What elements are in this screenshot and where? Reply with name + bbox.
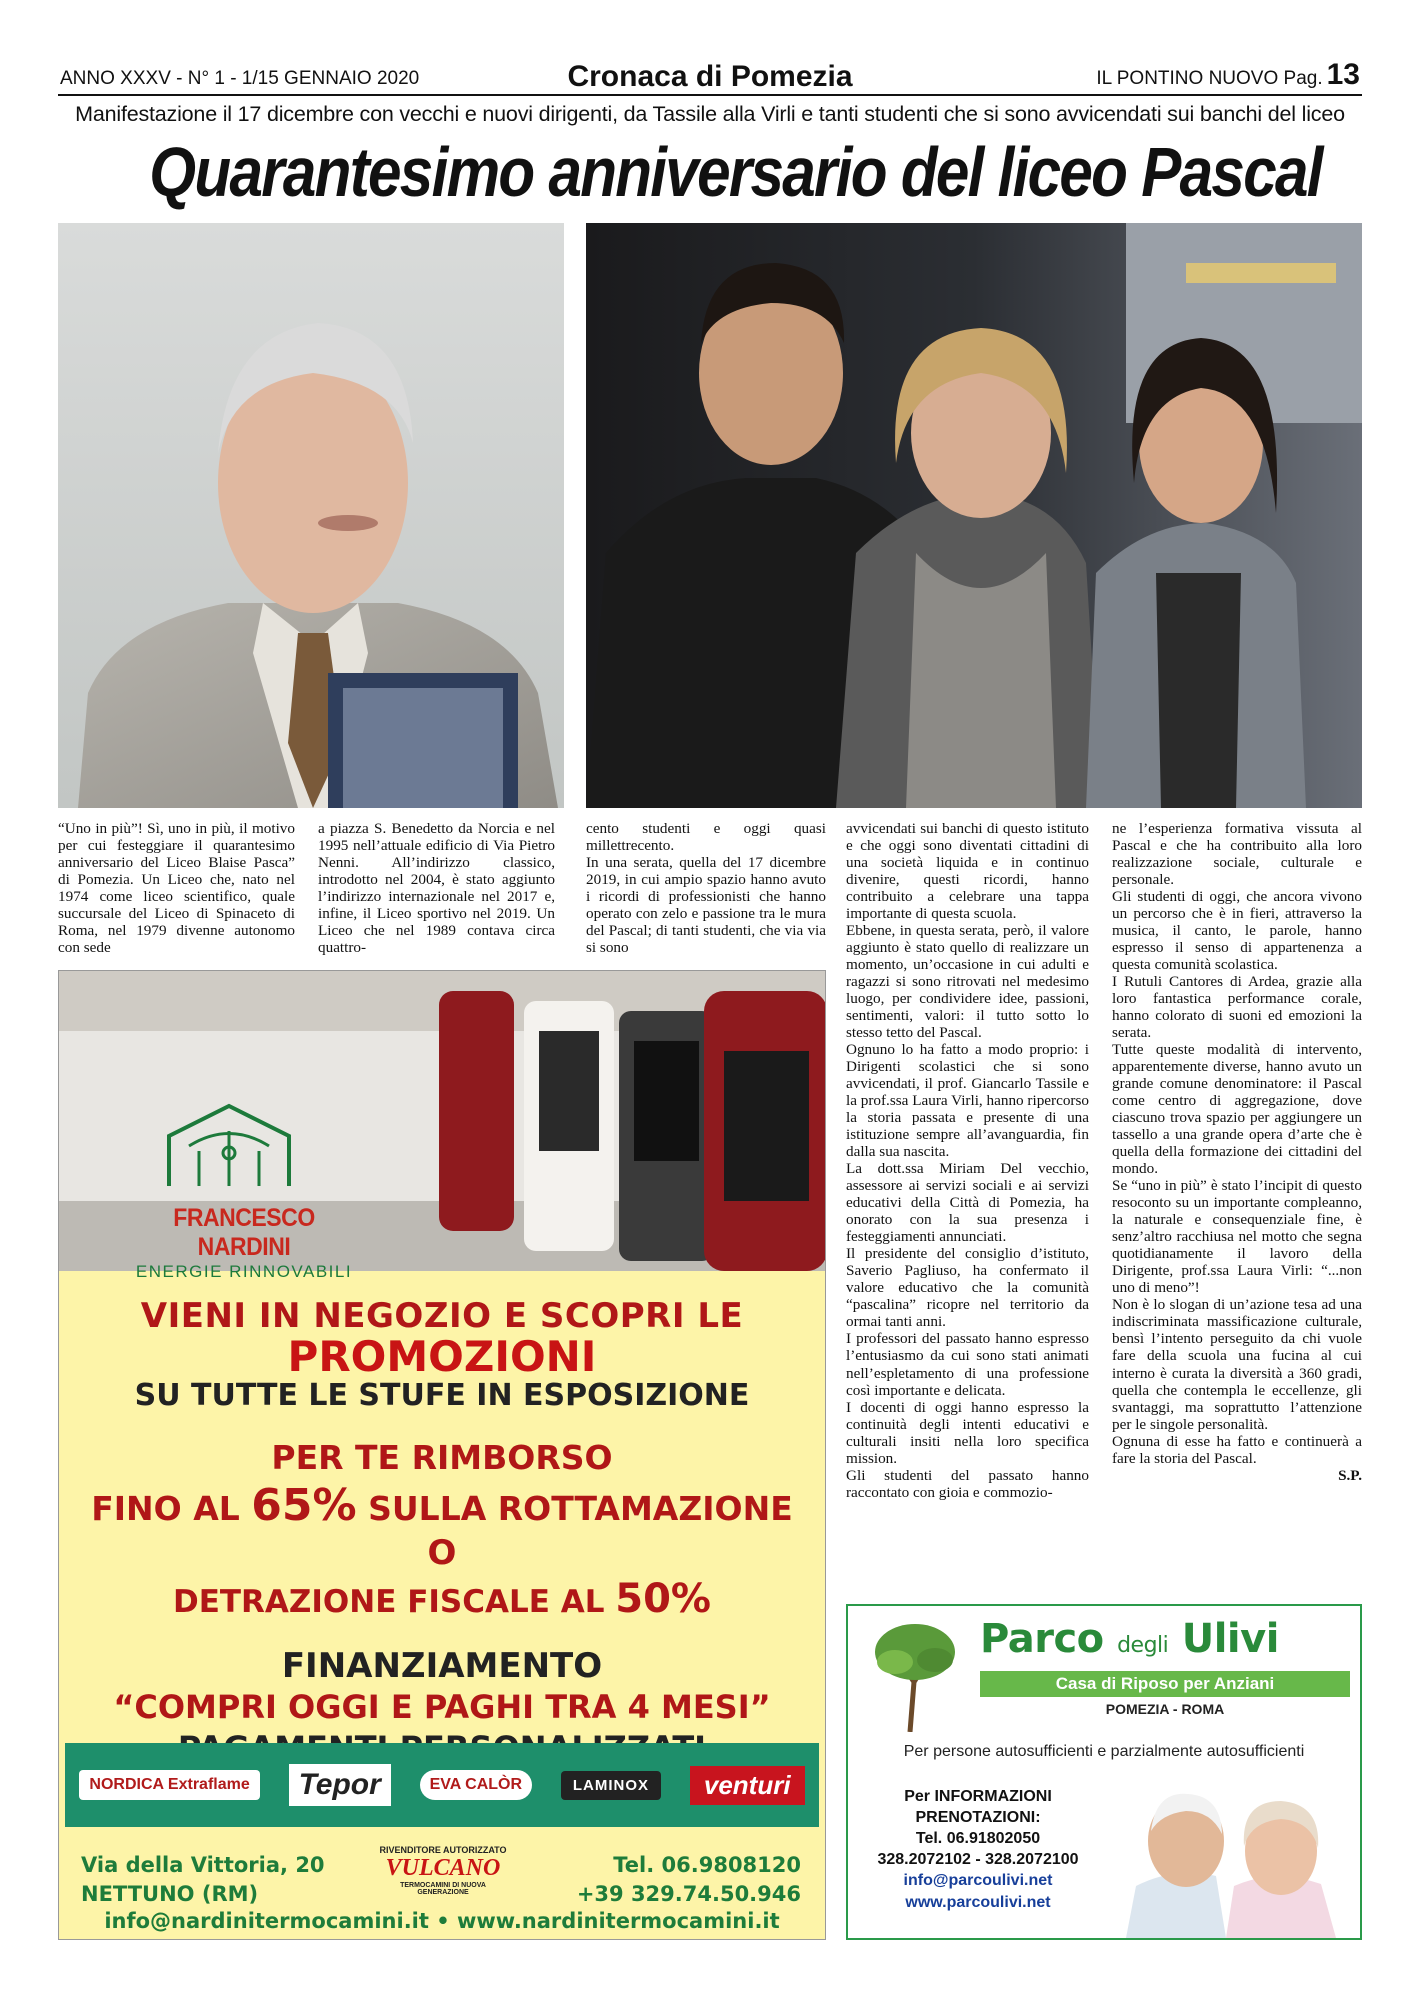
promo-line: VIENI IN NEGOZIO E SCOPRI LE (140, 1296, 744, 1336)
parco-subtitle: Casa di Riposo per Anziani (980, 1671, 1350, 1697)
parco-title (980, 1616, 1279, 1662)
article-paragraph: La dott.ssa Miriam Del vecchio, assessore ai servizi sociali e ai servizi educativi della Città di Pomezia, ha onorato con la sua presenza i festeggiamenti annunciati. (846, 1160, 1089, 1246)
article-column-1 (58, 820, 295, 968)
page-header (58, 56, 1362, 96)
article-paragraph: Gli studenti di oggi, che ancora vivono un percorso che è in fieri, attraverso la musica, il canto, le parole, hanno espresso il senso di appartenenza a questa comunità scolastica. (1112, 888, 1362, 974)
reseller-badge (377, 1845, 509, 1896)
brand-laminox: LAMINOX (561, 1771, 661, 1800)
photo-man-portrait (58, 223, 564, 808)
parco-mobiles: 328.2072102 - 328.2072100 (877, 1851, 1079, 1869)
elderly-couple-photo (1106, 1776, 1356, 1938)
brand-eva: EVA CALÒR (420, 1770, 532, 1800)
parco-location: POMEZIA - ROMA (1105, 1701, 1225, 1717)
reseller-tagline: TERMOCAMINI DI NUOVA GENERAZIONE (400, 1882, 486, 1896)
promo-highlight: PROMOZIONI (287, 1332, 597, 1382)
article-paragraph: Il presidente del consiglio d’istituto, Saverio Pagliuso, ha confermato il valore educativo che la comunità “pascalina” ricopre nel territorio da ormai tanti anni. (846, 1245, 1089, 1331)
headline: Quarantesimo anniversario del liceo Pascal (149, 133, 1322, 211)
photo-group-three-people (586, 223, 1362, 808)
article-paragraph: Ognuno lo ha fatto a modo proprio: i Dirigenti scolastici che si sono avvicendati, il prof. Giancarlo Tassile e la prof.ssa Laura Virli, hanno ripercorso la storia passata e presente di una istituzione sempre all’avanguardia, fin dalla sua nascita. (846, 1041, 1089, 1161)
article-paragraph: I professori del passato hanno espresso l’entusiasmo da cui sono stati animati nell’espletamento di una professione così importante e delicata. (846, 1330, 1089, 1399)
article-column-5 (1112, 820, 1362, 1600)
phone-mobile: +39 329.74.50.946 (576, 1882, 801, 1907)
title-end: Ulivi (1181, 1616, 1279, 1662)
title-main: Parco (980, 1616, 1104, 1662)
nardini-logo (129, 1091, 359, 1282)
brand-nordica: NORDICA Extraflame (79, 1770, 259, 1800)
parco-phone: Tel. 06.91802050 (915, 1830, 1041, 1848)
store-web (59, 1909, 825, 1933)
article-paragraph: In una serata, quella del 17 dicembre 2019, in cui ampio spazio hanno avuto i ricordi di professionisti che hanno operato con zelo e passione tra le mura del Pascal; di tanti studenti, che via via si sono (586, 854, 826, 957)
article-paragraph: I Rutuli Cantores di Ardea, grazie alla loro fantastica performance corale, hanno colorato di suoni ed emozioni la serata. (1112, 973, 1362, 1042)
house-logo-icon (129, 1091, 359, 1191)
promo-line: O (427, 1533, 457, 1574)
article-paragraph: Ognuna di esse ha fatto e continuerà a fare la storia del Pascal. (1112, 1432, 1362, 1467)
article-paragraph: a piazza S. Benedetto da Norcia e nel 1995 nell’attuale edificio di Via Pietro Nenni. All’indirizzo classico, introdotto nel 2004, è stato aggiunto l’indirizzo internazionale nel 2017 e, infine, il Liceo sportivo nel 2019. Un Liceo che nel 1989 contava circa quattro- (318, 820, 555, 957)
ad-nardini (58, 970, 826, 1940)
issue-info: ANNO XXXV - N° 1 - 1/15 GENNAIO 2020 (60, 68, 420, 89)
kicker: Manifestazione il 17 dicembre con vecchi e nuovi dirigenti, da Tassile alla Virli e tanti studenti che si sono avvicendati sui banchi del liceo (75, 102, 1345, 126)
store-address (81, 1851, 325, 1910)
store-phones (577, 1851, 801, 1910)
article-column-3 (586, 820, 826, 968)
article-paragraph: “Uno in più”! Sì, uno in più, il motivo per cui festeggiare il quarantesimo anniversario del Liceo Blaise Pasca” di Pomezia. Un Liceo che, nato nel 1974 come liceo scientifico, quale succursale del Liceo di Spinaceto di Roma, nel 1979 divenne autonomo con sede (58, 820, 295, 957)
page-number: 13 (1326, 58, 1360, 91)
ad-promo-text (59, 1286, 825, 1770)
article-paragraph: Tutte queste modalità di intervento, apparentemente diverse, hanno avuto un grande comune denominatore: il Pascal come centro di aggregazione, dove ciascuno trova spazio per aggiungere un tassello a una grande opera d’arte che è quella della formazione dei cittadini del mondo. (1112, 1041, 1362, 1178)
promo-line: “COMPRI OGGI E PAGHI TRA 4 MESI” (113, 1687, 771, 1726)
promo-percent: 65% (251, 1480, 357, 1532)
brand-logos-bar (65, 1743, 819, 1827)
promo-line: SU TUTTE LE STUFE IN ESPOSIZIONE (134, 1378, 750, 1414)
promo-line: FINANZIAMENTO (281, 1645, 603, 1686)
email-link[interactable]: info@nardinitermocamini.it (104, 1909, 429, 1933)
paper-name (1096, 58, 1360, 92)
article-column-4 (846, 820, 1089, 1600)
article-column-2 (318, 820, 555, 968)
promo-line: PER TE RIMBORSO (271, 1438, 613, 1478)
article-paragraph: Non è lo slogan di un’azione tesa ad una indiscriminata massificazione culturale, bensì l’intento perseguito da chi vuole fare della scuola una fucina al cui interno è curata la diversità a 360 gradi, quella che contempla le eccellenze, gli svantaggi, ma soprattutto l’attenzione per le singole personalità. (1112, 1296, 1362, 1433)
promo-text: FINO AL (91, 1489, 252, 1529)
promo-text: DETRAZIONE FISCALE AL (173, 1583, 616, 1620)
ad-contacts (59, 1839, 825, 1939)
article-paragraph: avvicendati sui banchi di questo istituto e che oggi sono diventati cittadini di una società liquida e in continuo divenire, questi ricordi, hanno contribuito a celebrare una tappa importante di questa scuola. (846, 820, 1089, 923)
parco-tagline: Per persone autosufficienti e parzialmente autosufficienti (903, 1743, 1305, 1760)
separator: • (436, 1909, 450, 1933)
address-street: Via della Vittoria, 20 (81, 1853, 325, 1877)
promo-line (59, 1574, 825, 1624)
info-label: Per INFORMAZIONI (904, 1788, 1052, 1805)
parco-email[interactable]: info@parcoulivi.net (903, 1872, 1053, 1890)
website-link[interactable]: www.nardinitermocamini.it (456, 1909, 780, 1933)
nardini-name: FRANCESCO NARDINI (173, 1204, 315, 1261)
brand-tepor: Tepor (289, 1764, 391, 1806)
booking-label: PRENOTAZIONI: (915, 1809, 1041, 1827)
reseller-label: RIVENDITORE AUTORIZZATO (379, 1845, 507, 1855)
paper-label: IL PONTINO NUOVO Pag. (1096, 68, 1323, 89)
article-paragraph: Ebbene, in questa serata, però, il valore aggiunto è stato quello di realizzare un momento, un’occasione in cui adulti e ragazzi si sono ritrovati nel medesimo luogo, per condividere idee, passioni, sentimenti, valori: il tutto sotto lo stesso tetto del Pascal. (846, 922, 1089, 1042)
olive-tree-icon (870, 1622, 960, 1732)
section-title: Cronaca di Pomezia (567, 60, 853, 93)
article-paragraph: I docenti di oggi hanno espresso la continuità degli intenti educativi e culturali insiti nella loro specifica mission. (846, 1398, 1089, 1467)
reseller-name: VULCANO (385, 1855, 501, 1881)
promo-percent: 50% (615, 1575, 711, 1622)
brand-venturi: venturi (690, 1766, 805, 1805)
parco-website[interactable]: www.parcoulivi.net (905, 1893, 1051, 1911)
promo-line (59, 1478, 825, 1533)
ad-parco-ulivi (846, 1604, 1362, 1940)
nardini-tagline: ENERGIE RINNOVABILI (135, 1262, 353, 1281)
article-paragraph: Gli studenti del passato hanno raccontato con gioia e commozio- (846, 1466, 1089, 1501)
article-paragraph: ne l’esperienza formativa vissuta al Pascal e che ha contribuito alla loro realizzazione sociale, culturale e personale. (1112, 820, 1362, 889)
parco-contacts (860, 1786, 1096, 1913)
promo-text: SULLA ROTTAMAZIONE (356, 1489, 793, 1529)
phone-landline: Tel. 06.9808120 (613, 1853, 801, 1877)
address-city: NETTUNO (RM) (81, 1882, 259, 1907)
article-signature: S.P. (1338, 1466, 1362, 1484)
article-paragraph: cento studenti e oggi quasi millettrecento. (586, 820, 826, 855)
article-paragraph: Se “uno in più” è stato l’incipit di questo resoconto su un importante compleanno, la naturale e consequenziale fine, è senz’altro racchiusa nel motto che segna quotidianamente il lavoro della Dirigente, prof.ssa Laura Virli: “...non uno di meno”! (1112, 1177, 1362, 1297)
title-small: degli (1117, 1633, 1169, 1658)
